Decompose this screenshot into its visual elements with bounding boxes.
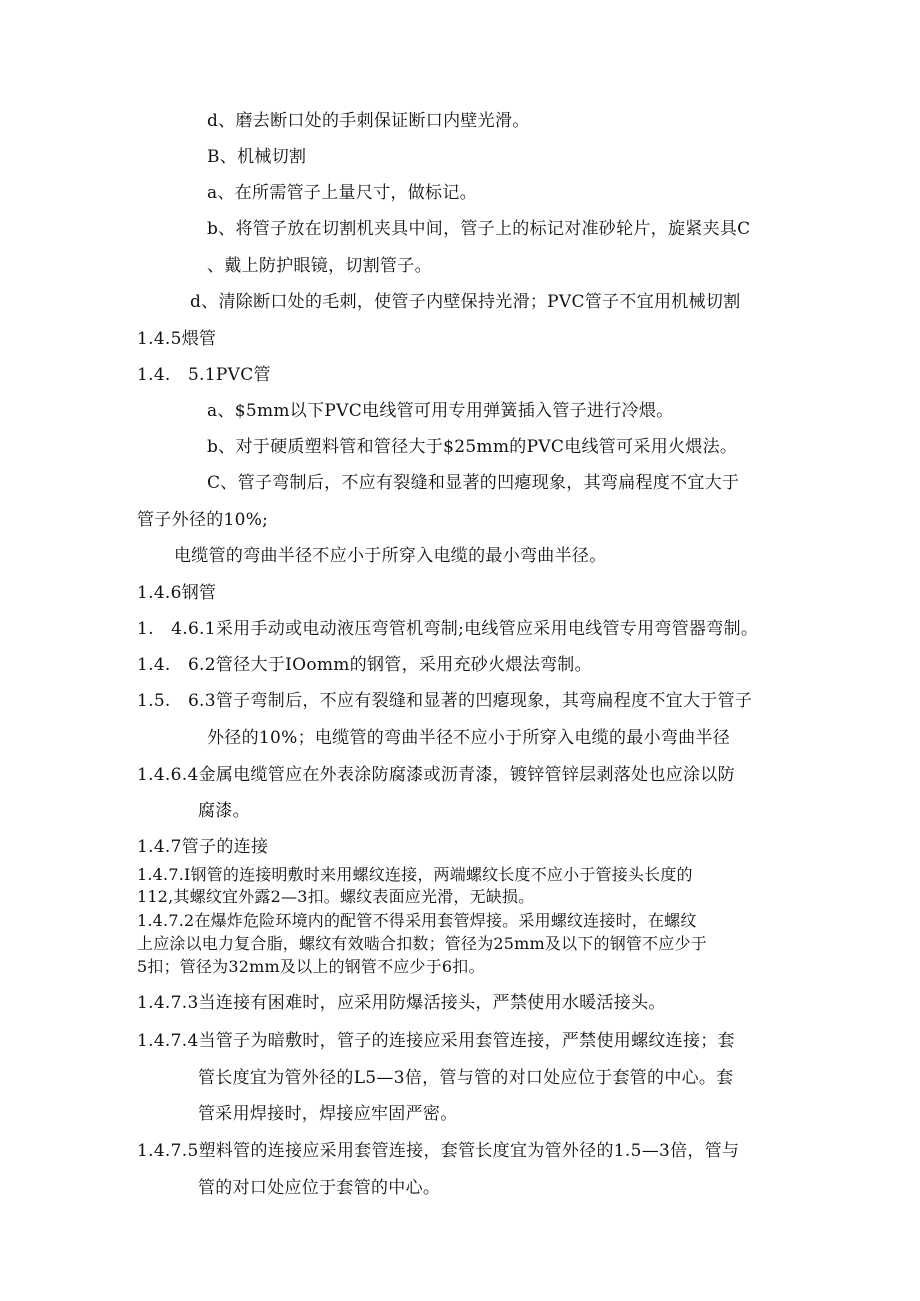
text-line: d、磨去断口处的手刺保证断口内壁光滑。: [207, 111, 530, 131]
text-line: d、清除断口处的毛刺，使管子内壁保持光滑；PVC管子不宜用机械切割: [190, 292, 741, 312]
section-heading: 1.4.7管子的连接: [137, 837, 269, 857]
text-line: 外径的10%；电缆管的弯曲半径不应小于所穿入电缆的最小弯曲半径: [207, 728, 731, 748]
text-line: 1.4. 6.2管径大于IOomm的钢管，采用充砂火煨法弯制。: [137, 655, 592, 675]
text-line: 、戴上防护眼镜，切割管子。: [207, 256, 432, 276]
text-line: 1.4.6.4金属电缆管应在外表涂防腐漆或沥青漆，镀锌管锌层剥落处也应涂以防: [137, 765, 735, 785]
text-line: 1.4.7.I钢管的连接明敷时来用螺纹连接，两端螺纹长度不应小于管接头长度的: [137, 865, 693, 884]
text-line: 1.4.7.5塑料管的连接应采用套管连接，套管长度宜为管外径的1.5—3倍，管与: [137, 1141, 740, 1161]
section-heading: 1.4. 5.1PVC管: [137, 365, 271, 385]
text-line: 1.4.7.2在爆炸危险环境内的配管不得采用套管焊接。采用螺纹连接时，在螺纹: [137, 911, 697, 930]
section-heading: 1.4.6钢管: [137, 583, 217, 603]
text-line: 1.4.7.4当管子为暗敷时，管子的连接应采用套管连接，严禁使用螺纹连接；套: [137, 1031, 735, 1051]
text-line: 上应涂以电力复合脂，螺纹有效啮合扣数；管径为25mm及以下的钢管不应少于: [137, 934, 707, 953]
text-line: 1.4.7.3当连接有困难时，应采用防爆活接头，严禁使用水暖活接头。: [137, 993, 666, 1013]
text-line: 112,其螺纹宜外露2—3扣。螺纹表面应光滑，无缺损。: [137, 887, 535, 906]
text-line: b、将管子放在切割机夹具中间，管子上的标记对准砂轮片，旋紧夹具C: [207, 219, 751, 239]
text-line: 腐漆。: [198, 801, 250, 821]
text-line: a、$5mm以下PVC电线管可用专用弹簧插入管子进行冷煨。: [207, 401, 674, 421]
text-line: B、机械切割: [207, 147, 307, 167]
text-line: 管长度宜为管外径的L5—3倍，管与管的对口处应位于套管的中心。套: [198, 1068, 734, 1088]
text-line: b、对于硬质塑料管和管径大于$25mm的PVC电线管可采用火煨法。: [207, 437, 738, 457]
text-line: 1.5. 6.3管子弯制后，不应有裂缝和显著的凹瘪现象，其弯扁程度不宜大于管子: [137, 691, 753, 711]
text-line: 管的对口处应位于套管的中心。: [198, 1178, 441, 1198]
text-line: 电缆管的弯曲半径不应小于所穿入电缆的最小弯曲半径。: [174, 546, 607, 566]
text-line: C、管子弯制后，不应有裂缝和显著的凹瘪现象，其弯扁程度不宜大于: [207, 473, 740, 493]
text-line: 管采用焊接时，焊接应牢固严密。: [198, 1104, 458, 1124]
section-heading: 1.4.5煨管: [137, 329, 217, 349]
text-line: 管子外径的10%;: [137, 510, 269, 530]
text-line: 5扣；管径为32mm及以上的钢管不应少于6扣。: [137, 957, 485, 976]
text-line: 1. 4.6.1采用手动或电动液压弯管机弯制;电线管应采用电线管专用弯管器弯制。: [137, 619, 759, 639]
text-line: a、在所需管子上量尺寸，做标记。: [207, 183, 477, 203]
